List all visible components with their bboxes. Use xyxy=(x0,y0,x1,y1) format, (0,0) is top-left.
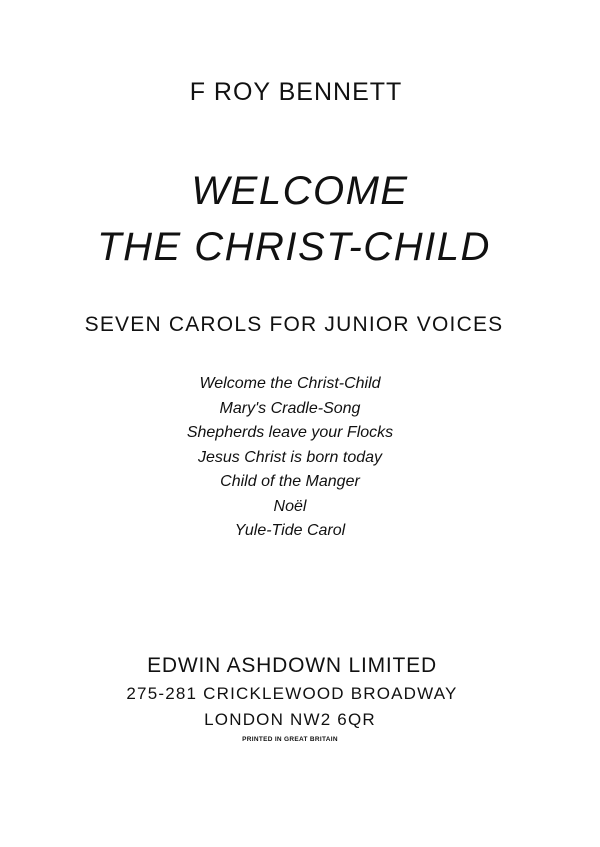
carol-list xyxy=(0,376,590,548)
publisher-address-line-1: 275-281 CRICKLEWOOD BROADWAY xyxy=(126,684,458,703)
carol-title: Noël xyxy=(273,497,307,515)
carol-title: Mary's Cradle-Song xyxy=(219,399,361,417)
title-line-2: THE CHRIST-CHILD xyxy=(97,225,491,269)
title-line-1: WELCOME xyxy=(191,169,409,213)
composer-name: F ROY BENNETT xyxy=(189,78,403,106)
printed-in-note: PRINTED IN GREAT BRITAIN xyxy=(242,736,338,743)
carol-title: Yule-Tide Carol xyxy=(234,522,346,539)
carol-title: Welcome the Christ-Child xyxy=(199,375,381,392)
carol-title: Child of the Manger xyxy=(220,473,360,490)
carol-title: Shepherds leave your Flocks xyxy=(186,424,394,441)
collection-subtitle: SEVEN CAROLS FOR JUNIOR VOICES xyxy=(84,313,504,336)
carol-title: Jesus Christ is born today xyxy=(197,448,383,466)
publisher-address-line-2: LONDON NW2 6QR xyxy=(204,710,376,729)
publisher-name: EDWIN ASHDOWN LIMITED xyxy=(147,654,437,677)
